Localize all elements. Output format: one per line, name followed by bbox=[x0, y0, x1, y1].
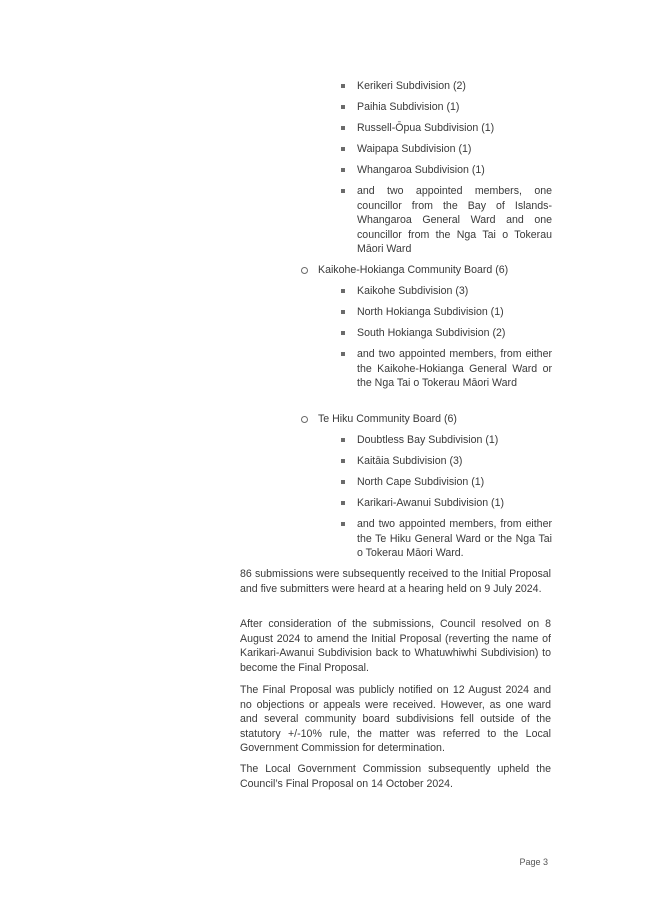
square-bullet-icon bbox=[341, 289, 345, 293]
list-item bbox=[341, 79, 552, 94]
list-item-text: Kaikohe Subdivision (3) bbox=[357, 285, 469, 297]
list-item-text: North Hokianga Subdivision (1) bbox=[357, 306, 504, 318]
community-board-label: Te Hiku Community Board (6) bbox=[318, 413, 457, 425]
community-board-label: Kaikohe-Hokianga Community Board (6) bbox=[318, 264, 509, 276]
list-item-text: and two appointed members, one councillor from the Bay of Islands-Whangaroa General Ward and one councillor from the Nga Tai o Tokerau Māori Ward bbox=[357, 185, 552, 256]
square-bullet-icon bbox=[341, 331, 345, 335]
list-item bbox=[341, 163, 552, 178]
square-bullet-icon bbox=[341, 501, 345, 505]
list-item bbox=[341, 142, 552, 157]
circle-bullet-icon bbox=[301, 416, 308, 423]
list-item-text: Whangaroa Subdivision (1) bbox=[357, 164, 485, 176]
list-item bbox=[341, 284, 552, 299]
list-item bbox=[341, 496, 552, 511]
list-item-text: Kerikeri Subdivision (2) bbox=[357, 80, 466, 92]
list-item bbox=[341, 347, 552, 391]
list-item-text: Paihia Subdivision (1) bbox=[357, 101, 460, 113]
square-bullet-icon bbox=[341, 105, 345, 109]
square-bullet-icon bbox=[341, 168, 345, 172]
community-board-item bbox=[301, 263, 551, 278]
square-bullet-icon bbox=[341, 522, 345, 526]
square-bullet-icon bbox=[341, 438, 345, 442]
list-item-text: South Hokianga Subdivision (2) bbox=[357, 327, 506, 339]
body-paragraph: After consideration of the submissions, Council resolved on 8 August 2024 to amend the Initial Proposal (reverting the name of Karikari-Awanui Subdivision back to Whatuwhiwhi Subdivision) to become the Final Proposal. bbox=[240, 618, 551, 674]
square-bullet-icon bbox=[341, 480, 345, 484]
square-bullet-icon bbox=[341, 310, 345, 314]
list-item bbox=[341, 475, 552, 490]
list-item bbox=[341, 100, 552, 115]
list-item-text: Russell-Ōpua Subdivision (1) bbox=[357, 122, 495, 134]
body-paragraph: 86 submissions were subsequently received to the Initial Proposal and five submitters were heard at a hearing held on 9 July 2024. bbox=[240, 568, 551, 595]
square-bullet-icon bbox=[341, 84, 345, 88]
list-item bbox=[341, 433, 552, 448]
circle-bullet-icon bbox=[301, 267, 308, 274]
square-bullet-icon bbox=[341, 459, 345, 463]
list-item bbox=[341, 184, 552, 257]
body-paragraph: The Local Government Commission subsequently upheld the Council’s Final Proposal on 14 October 2024. bbox=[240, 763, 551, 790]
square-bullet-icon bbox=[341, 147, 345, 151]
square-bullet-icon bbox=[341, 189, 345, 193]
list-item-text: North Cape Subdivision (1) bbox=[357, 476, 485, 488]
community-board-item bbox=[301, 412, 551, 427]
list-item bbox=[341, 454, 552, 469]
list-item-text: Kaitāia Subdivision (3) bbox=[357, 455, 463, 467]
list-item bbox=[341, 326, 552, 341]
square-bullet-icon bbox=[341, 126, 345, 130]
list-item bbox=[341, 121, 552, 136]
square-bullet-icon bbox=[341, 352, 345, 356]
body-paragraph: The Final Proposal was publicly notified on 12 August 2024 and no objections or appeals were received. However, as one ward and several community board subdivisions fell outside of the statutory +/-10% rule, the matter was referred to the Local Government Commission for determination. bbox=[240, 684, 551, 755]
list-item-text: Waipapa Subdivision (1) bbox=[357, 143, 472, 155]
page-number: Page 3 bbox=[519, 857, 548, 867]
list-item bbox=[341, 305, 552, 320]
list-item-text: Doubtless Bay Subdivision (1) bbox=[357, 434, 499, 446]
list-item-text: and two appointed members, from either the Te Hiku General Ward or the Nga Tai o Tokerau Māori Ward. bbox=[357, 518, 552, 560]
list-item-text: and two appointed members, from either the Kaikohe-Hokianga General Ward or the Nga Tai o Tokerau Māori Ward bbox=[357, 348, 552, 390]
list-item bbox=[341, 517, 552, 561]
list-item-text: Karikari-Awanui Subdivision (1) bbox=[357, 497, 505, 509]
